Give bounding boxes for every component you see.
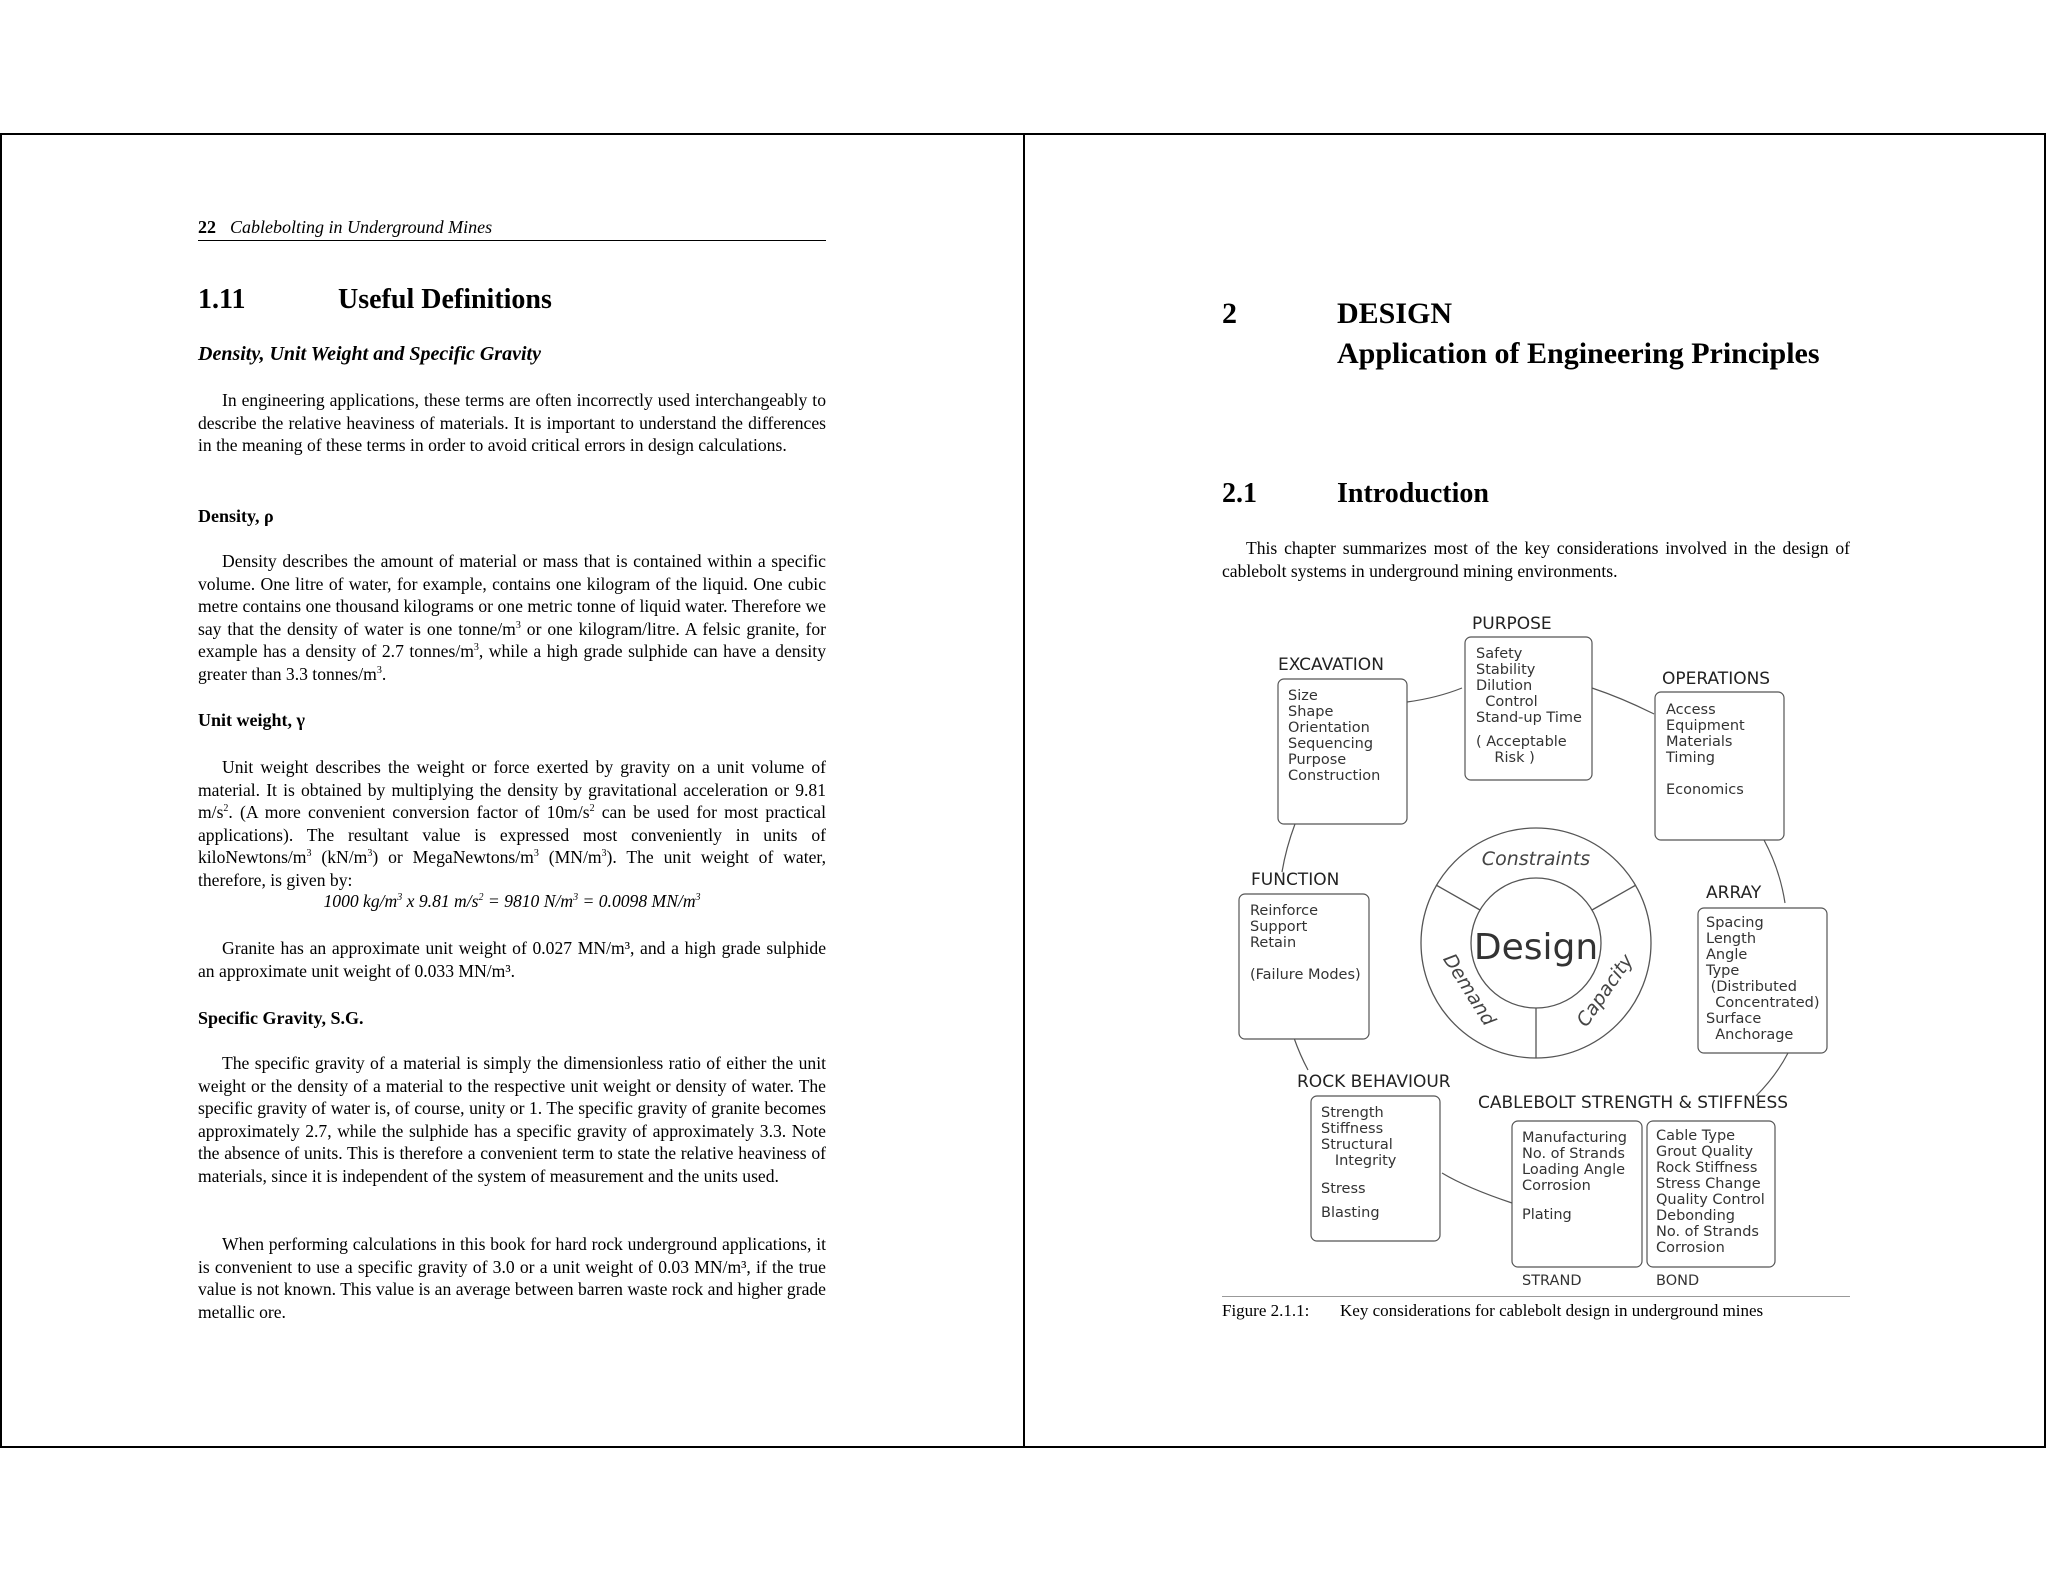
array-item: Angle xyxy=(1706,947,1748,963)
design-wheel xyxy=(1421,828,1651,1058)
array-item: Spacing xyxy=(1706,915,1764,931)
density-heading: Density, ρ xyxy=(198,506,274,526)
unit-weight-equation: 1000 $kg/m^3$ x 9.81 $m/s^2 = 9810$ $N/m^3 = 0.0098$ $MN/m^3$ xyxy=(323,891,701,911)
bond-label: BOND xyxy=(1656,1273,1700,1289)
excavation-item: Size xyxy=(1288,688,1318,704)
density-paragraph: Density describes the amount of material or mass that is contained within a specific volume. One litre of water, for example, contains one kilogram of the liquid. One cubic metre contains one thousand kilograms or one metric tonne of liquid water. Therefore we say that the density of water is one tonne/$m^3$ or one kilogram/litre. A felsic granite, for example has a density of 2.7 tonnes/$m^3$, while a high grade sulphide can have a density greater than 3.3 tonnes/$m^3$. xyxy=(198,551,826,684)
array-item: (Distributed xyxy=(1706,979,1797,995)
strand-item: Corrosion xyxy=(1522,1178,1591,1194)
operations-item: Timing xyxy=(1666,750,1715,766)
operations-title: OPERATIONS xyxy=(1662,669,1771,689)
bond-node xyxy=(1647,1121,1775,1289)
capacity-label: Capacity xyxy=(1572,950,1638,1031)
purpose-item: Stability xyxy=(1476,662,1536,678)
connector-function-rock xyxy=(1294,1038,1308,1070)
figure-number: Figure 2.1.1: xyxy=(1222,1301,1310,1320)
unit-weight-heading: Unit weight, γ xyxy=(198,710,305,730)
page-divider xyxy=(1023,133,1025,1448)
bond-items xyxy=(1656,1128,1765,1256)
rock-behaviour-item: Structural xyxy=(1321,1137,1393,1153)
figure-caption xyxy=(1222,1299,1763,1323)
connector-rock-strand xyxy=(1442,1173,1512,1203)
connector-excavation-function xyxy=(1282,824,1295,872)
operations-node xyxy=(1655,669,1784,840)
design-diagram xyxy=(1222,608,1850,1308)
bond-item: Debonding xyxy=(1656,1208,1735,1224)
intro-heading xyxy=(1222,476,1850,512)
function-item: (Failure Modes) xyxy=(1250,967,1361,983)
subsection-heading: Density, Unit Weight and Specific Gravity xyxy=(198,343,541,365)
section-title: Useful Definitions xyxy=(338,284,552,315)
purpose-item: Stand-up Time xyxy=(1476,710,1582,726)
array-item: Length xyxy=(1706,931,1757,947)
array-node xyxy=(1698,883,1827,1053)
excavation-item: Sequencing xyxy=(1288,736,1374,752)
specific-gravity-heading: Specific Gravity, S.G. xyxy=(198,1008,364,1028)
strand-item: No. of Strands xyxy=(1522,1146,1625,1162)
bond-item: Quality Control xyxy=(1656,1192,1765,1208)
chapter-number: 2 xyxy=(1222,297,1237,330)
chapter-heading xyxy=(1222,294,1850,374)
demand-label: Demand xyxy=(1438,949,1500,1030)
bond-item: Grout Quality xyxy=(1656,1144,1754,1160)
page-number: 22 xyxy=(198,217,216,237)
excavation-item: Shape xyxy=(1288,704,1334,720)
operations-item: Economics xyxy=(1666,782,1744,798)
intro-paragraph: In engineering applications, these terms are often incorrectly used interchangeably to describe the relative heaviness of materials. It is important to understand the differences in the meaning of these terms in order to avoid critical errors in design calculations. xyxy=(198,390,826,456)
granite-paragraph: Granite has an approximate unit weight of 0.027 MN/m³, and a high grade sulphide an approximate unit weight of 0.033 MN/m³. xyxy=(198,938,826,981)
purpose-item: Risk ) xyxy=(1476,750,1535,766)
bond-item: Cable Type xyxy=(1656,1128,1736,1144)
purpose-item: Dilution xyxy=(1476,678,1533,694)
cablebolt-title: CABLEBOLT STRENGTH & STIFFNESS xyxy=(1478,1093,1789,1113)
purpose-title: PURPOSE xyxy=(1472,614,1552,634)
strand-item: Loading Angle xyxy=(1522,1162,1626,1178)
rock-behaviour-title: ROCK BEHAVIOUR xyxy=(1297,1072,1451,1092)
purpose-item: Control xyxy=(1476,694,1538,710)
excavation-item: Orientation xyxy=(1288,720,1370,736)
final-paragraph: When performing calculations in this book for hard rock underground applications, it is convenient to use a specific gravity of 3.0 or a unit weight of 0.03 MN/m³, if the true value is not known. This value is an average between barren waste rock and higher grade metallic ore. xyxy=(198,1234,826,1322)
caption-rule xyxy=(1222,1296,1850,1297)
rock-behaviour-item: Stiffness xyxy=(1321,1121,1384,1137)
excavation-item: Construction xyxy=(1288,768,1381,784)
chapter-title: DESIGN xyxy=(1337,297,1453,330)
strand-label: STRAND xyxy=(1522,1273,1582,1289)
section-heading xyxy=(198,282,826,318)
excavation-title: EXCAVATION xyxy=(1278,655,1384,675)
bond-item: Stress Change xyxy=(1656,1176,1761,1192)
array-item: Concentrated) xyxy=(1706,995,1820,1011)
excavation-item: Purpose xyxy=(1288,752,1347,768)
operations-item: Materials xyxy=(1666,734,1733,750)
connector-operations-array xyxy=(1764,840,1785,903)
strand-item: Manufacturing xyxy=(1522,1130,1627,1146)
bond-item: No. of Strands xyxy=(1656,1224,1759,1240)
intro-section-title: Introduction xyxy=(1337,478,1489,509)
chapter-subtitle: Application of Engineering Principles xyxy=(1337,337,1820,370)
function-node xyxy=(1239,870,1369,1039)
bond-item: Rock Stiffness xyxy=(1656,1160,1758,1176)
strand-item: Plating xyxy=(1522,1207,1572,1223)
operations-item: Equipment xyxy=(1666,718,1745,734)
book-title: Cablebolting in Underground Mines xyxy=(230,217,493,237)
purpose-node xyxy=(1465,614,1592,780)
design-figure xyxy=(1222,608,1850,1308)
running-head xyxy=(198,214,826,241)
array-title: ARRAY xyxy=(1706,883,1762,903)
connector-purpose-operations xyxy=(1592,688,1654,714)
design-label: Design xyxy=(1473,927,1599,968)
function-title: FUNCTION xyxy=(1251,870,1340,890)
unit-weight-paragraph: Unit weight describes the weight or force exerted by gravity on a unit volume of material. It is obtained by multiplying the density by gravitational acceleration or 9.81 $m/s^2$. (A more convenient conversion factor of $10m/s^2$ can be used for most practical applications). The resultant value is expressed most conveniently in units of kiloNewtons/$m^3$ $(kN/m^3)$ or MegaNewtons/$m^3$ $(MN/m^3)$. The unit weight of water, therefore, is given by: xyxy=(198,757,826,890)
specific-gravity-paragraph: The specific gravity of a material is simply the dimensionless ratio of either the unit weight or the density of a material to the respective unit weight or density of water. The specific gravity of water is, of course, unity or 1. The specific gravity of granite becomes approximately 2.7, while the sulphide has a specific gravity of approximately 3.3. Note the absence of units. This is therefore a convenient term to state the relative heaviness of materials, since it is independent of the system of measurement and the units used. xyxy=(198,1053,826,1186)
function-item: Support xyxy=(1250,919,1308,935)
array-item: Anchorage xyxy=(1706,1027,1794,1043)
array-item: Type xyxy=(1706,963,1740,979)
rock-behaviour-item: Stress xyxy=(1321,1181,1366,1197)
rock-behaviour-item: Blasting xyxy=(1321,1205,1380,1221)
connector-excavation-purpose xyxy=(1407,688,1462,702)
operations-item: Access xyxy=(1666,702,1716,718)
array-item: Surface xyxy=(1706,1011,1762,1027)
figure-caption-text: Key considerations for cablebolt design in underground mines xyxy=(1340,1301,1764,1320)
rock-behaviour-item: Strength xyxy=(1321,1105,1384,1121)
chapter-intro-paragraph: This chapter summarizes most of the key considerations involved in the design of cablebolt systems in underground mining environments. xyxy=(1222,538,1850,581)
function-item: Retain xyxy=(1250,935,1297,951)
purpose-item: ( Acceptable xyxy=(1476,734,1567,750)
function-item: Reinforce xyxy=(1250,903,1319,919)
section-number: 1.11 xyxy=(198,284,246,315)
rock-behaviour-node xyxy=(1297,1072,1451,1241)
purpose-item: Safety xyxy=(1476,646,1523,662)
rock-behaviour-item: Integrity xyxy=(1321,1153,1397,1169)
bond-item: Corrosion xyxy=(1656,1240,1725,1256)
intro-section-number: 2.1 xyxy=(1222,478,1257,509)
excavation-node xyxy=(1278,655,1407,824)
strand-node xyxy=(1512,1121,1642,1289)
connector-array-cablebolt xyxy=(1756,1053,1788,1096)
constraints-label: Constraints xyxy=(1481,848,1591,870)
